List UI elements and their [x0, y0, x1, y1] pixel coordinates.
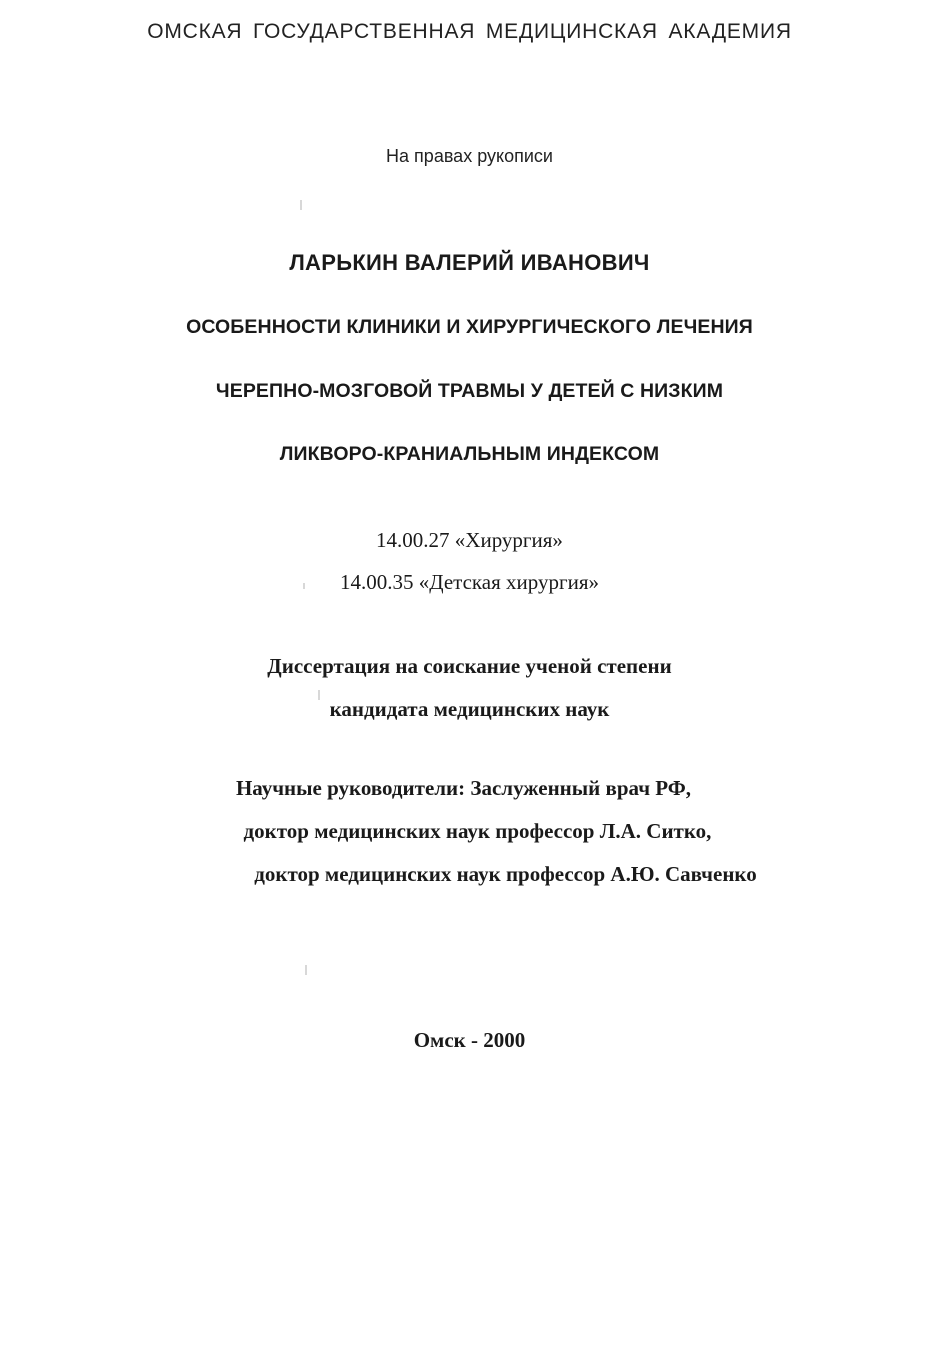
scan-artifact — [318, 690, 320, 700]
author-name: ЛАРЬКИН ВАЛЕРИЙ ИВАНОВИЧ — [289, 250, 650, 275]
thesis-title-line-2: ЧЕРЕПНО-МОЗГОВОЙ ТРАВМЫ У ДЕТЕЙ С НИЗКИМ — [215, 380, 724, 402]
scan-artifact — [300, 200, 302, 210]
specialty-line-2: 14.00.35 «Детская хирургия» — [340, 570, 599, 594]
supervisors-line-2: доктор медицинских наук профессор Л.А. Ситко, — [243, 819, 712, 843]
degree-line-2: кандидата медицинских наук — [329, 697, 610, 721]
thesis-title-line-1: ОСОБЕННОСТИ КЛИНИКИ И ХИРУРГИЧЕСКОГО ЛЕЧЕНИЯ — [186, 316, 753, 338]
manuscript-note: На правах рукописи — [386, 146, 553, 166]
city-year: Омск - 2000 — [413, 1028, 526, 1052]
scan-artifact — [303, 583, 305, 589]
specialty-line-1: 14.00.27 «Хирургия» — [376, 528, 563, 552]
degree-line-1: Диссертация на соискание ученой степени — [267, 654, 672, 678]
thesis-title-line-3: ЛИКВОРО-КРАНИАЛЬНЫМ ИНДЕКСОМ — [279, 443, 660, 465]
supervisors-line-3: доктор медицинских наук профессор А.Ю. Савченко — [254, 862, 757, 886]
scan-artifact — [305, 965, 307, 975]
supervisors-line-1: Научные руководители: Заслуженный врач РФ, — [235, 776, 692, 800]
institution-name: ОМСКАЯ ГОСУДАРСТВЕННАЯ МЕДИЦИНСКАЯ АКАДЕМИЯ — [147, 20, 792, 43]
